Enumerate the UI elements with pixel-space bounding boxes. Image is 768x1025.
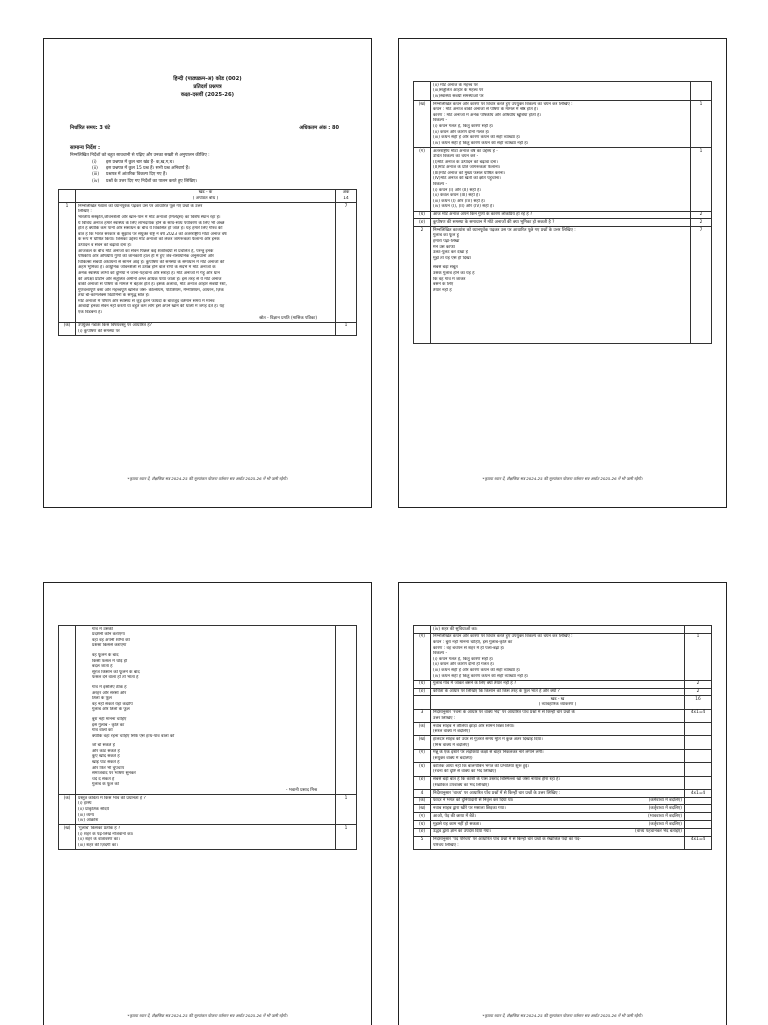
general-instructions-list xyxy=(92,160,357,185)
poem-line: तैयार नहीं है xyxy=(433,287,452,293)
poem-line: इस गुलाब - कृति का xyxy=(92,722,125,728)
subquestion-text xyxy=(431,147,691,211)
item-instruction: (वाच्य पहचानकर भेद बताइए) xyxy=(635,829,682,835)
item-label: (ग) xyxy=(414,749,431,762)
item-body xyxy=(431,797,685,805)
subquestion-line: (iv) कथन सही है किंतु कारण कथन की सही व्याख्या नहीं है। xyxy=(433,673,529,679)
question-row xyxy=(414,82,712,101)
subquestion-marks: 2 xyxy=(691,211,712,219)
item-row xyxy=(414,763,712,776)
subquestion-line: (III)मोटे अनाज को मुख्य फसल घोषित करना। xyxy=(433,170,506,176)
question-3-text xyxy=(431,709,685,722)
subquestion-line: कथन : मोटे अनाज बाकी अनाजों से पोषण के मामले में श्रेष्ठ होते हैं। xyxy=(433,107,538,113)
item-marks xyxy=(685,736,712,749)
item-instruction: (कर्तृवाच्य में बदलिए) xyxy=(648,806,682,812)
question-2-text: निम्नलिखित काव्यांश को ध्यानपूर्वक पढ़कर उस पर आधारित पूछे गए प्रश्नों के उत्तर लिखिए : xyxy=(433,227,576,233)
question-4-text: निर्देशानुसार 'वाच्य' पर आधारित पाँच प्रश्नों में से किन्हीं चार प्रश्नों के उत्तर लिखिए : xyxy=(431,789,685,797)
item-marks xyxy=(685,828,712,836)
poem-line: बसने के लिए xyxy=(433,282,454,288)
poem-line: कि वह गाँव में जाकर xyxy=(433,276,466,282)
poem-line: प्रशंसा किससे कराएगा xyxy=(92,643,127,649)
subquestion-text: प्रस्तुत कविता में किस भाव की प्रधानता है ? xyxy=(78,795,146,801)
paper-subtitle: प्रतिदर्श प्रश्नपत्र xyxy=(193,84,222,90)
poem-line: मैंने उसे काफी xyxy=(433,244,455,250)
subquestion-line: उचित विकल्प का चयन करें - xyxy=(433,154,479,160)
max-marks: अधिकतम अंक : 80 xyxy=(299,125,339,131)
instruction-number: (iii) xyxy=(92,172,100,178)
poem-line: चंदे दे सकते हैं xyxy=(92,776,115,782)
question-3-items xyxy=(414,723,712,790)
item-body xyxy=(431,805,685,813)
poem-line: हमारा पढ़ा-लिखा xyxy=(433,238,460,244)
subquestion-label: (क) xyxy=(59,795,76,825)
instruction-text: इस प्रश्नपत्र में कुल चार खंड हैं- क,ख,ग,घ। xyxy=(106,160,174,165)
subquestion-line: विकल्प - xyxy=(433,182,448,188)
item-marks xyxy=(685,821,712,829)
subquestion-line: विकल्प - xyxy=(433,651,448,657)
subquestion-label: (ख) xyxy=(414,100,431,147)
item-text: मन्नू के एक इशारे पर लड़कियाँ कक्षा से बाहर निकलकर नारे लगाने लगीं। xyxy=(433,750,544,756)
item-instruction: (सरल वाक्य में बदलिए) xyxy=(433,729,471,735)
item-instruction: (भाववाच्य में बदलिए) xyxy=(647,813,682,819)
section-header-row xyxy=(414,696,712,709)
subquestion-line: (i) कथन गलत है, किंतु कारण सही है। xyxy=(433,656,494,662)
subquestion-text xyxy=(76,825,336,850)
passage-line: होते हैं क्योंकि कम पानी और संसाधन के बीच ये विकसित हो जाते हैं। यह हमारे लिए गौरव की xyxy=(78,226,223,232)
question-row xyxy=(414,147,712,211)
footnote: *कृपया ध्यान दें, शैक्षणिक सत्र 2024-25 की मूल्यांकन योजना वर्तमान सत्र अर्थात 2025-26 में भी जारी रहेगी। xyxy=(127,476,288,481)
subquestion-marks: 2 xyxy=(685,688,712,696)
item-marks xyxy=(685,776,712,789)
marks-header: अंक xyxy=(342,190,350,196)
poem-stanza xyxy=(433,233,688,261)
question-table-p4 xyxy=(413,625,712,850)
subquestion-line: कारण : वह बचपन से शहर में ही पला-बढ़ा है। xyxy=(433,645,505,651)
item-row xyxy=(414,776,712,789)
poem-line: वहाँ वह अपनी शोभा की xyxy=(92,637,130,643)
item-marks xyxy=(685,723,712,736)
options-continued xyxy=(431,82,691,101)
subquestion-text xyxy=(76,795,336,825)
option-line: (ii) मोटे अनाज के महत्त्व पर xyxy=(433,82,478,88)
section-title: खंड - ख xyxy=(550,696,565,702)
item-label: (ख) xyxy=(414,805,431,813)
passage-source: स्रोत - विज्ञान प्रगति (मासिक पत्रिका) xyxy=(259,315,317,321)
item-marks xyxy=(685,749,712,762)
passage-line: के रूप में घोषित किया। जिसका उद्देश्य मोटे अनाजों को लेकर जागरूकता फैलाना और इनके xyxy=(78,237,220,243)
poem-line: बदल जाता है xyxy=(92,664,113,670)
item-row xyxy=(414,813,712,821)
page-1 xyxy=(43,38,372,508)
poem-line: बुरा नहीं मानना चाहिए xyxy=(92,716,127,722)
question-row xyxy=(414,633,712,680)
question-table-p3 xyxy=(58,625,357,850)
subquestion-line: विकल्प - xyxy=(433,118,448,124)
subquestion-line: (IV)मोटे अनाज की खेती को क्षति पहुँचाना। xyxy=(433,176,501,182)
page-2 xyxy=(398,38,727,508)
subquestion-line: (iii) कथन सही है और कारण कथन की सही व्याख्या है। xyxy=(433,667,521,673)
subquestion-text: 'गुलाब' किसका प्रतीक है ? xyxy=(78,825,121,831)
subquestion-line: (i) कथन (I) और (II) सही हैं। xyxy=(433,187,482,193)
passage-line: आबादी इनका सेवन नहीं करती या बहुत कम लोग इसे अपने खाने की थाली में जगह देते हैं। यह xyxy=(78,304,225,310)
subquestion-line: कथन : बुरा नहीं मानना चाहिए, इस गुलाब-कृति का xyxy=(433,639,513,645)
poem-line: समाजवाद पर भाषण सुनकर xyxy=(92,771,136,777)
question-line: परिचय लिखिए : xyxy=(433,842,459,848)
instruction-text: इस प्रश्नपत्र में कुल 15 प्रश्न हैं। सभी प्रश्न अनिवार्य हैं। xyxy=(106,166,190,172)
item-marks xyxy=(685,805,712,813)
item-body xyxy=(431,776,685,789)
passage-line: उत्पादन व सेवन को बढ़ावा देना है। xyxy=(78,242,132,248)
option-continued: (iv) शहर की सुविधाओं का। xyxy=(431,626,685,634)
passage-line: निम्नलिखित गद्यांश को ध्यानपूर्वक पढ़कर उस पर आधारित पूछे गए प्रश्नों के उत्तर xyxy=(78,203,203,209)
passage-line: लिखिए : xyxy=(78,209,92,215)
question-4-items xyxy=(414,797,712,836)
subquestion-marks: 1 xyxy=(691,147,712,211)
subquestion-marks: 1 xyxy=(336,322,357,335)
section-subtitle: ( व्यावहारिक व्याकरण ) xyxy=(538,702,577,708)
item-marks xyxy=(685,763,712,776)
question-row xyxy=(59,203,357,323)
item-label: (घ) xyxy=(414,821,431,829)
item-label: (ङ) xyxy=(414,776,431,789)
question-1-passage xyxy=(76,203,336,323)
passage-line: चिकित्सा संबंधी अध्ययनों से सामने आई है। कुपोषण की समस्या के समाधान में मोटे अनाजों की xyxy=(78,259,225,265)
subquestion-label: (ख) xyxy=(59,825,76,850)
option-line: (iii)संतुलित आहार के महत्त्व पर xyxy=(433,88,484,94)
subquestion-line: (ii) कथन और कारण दोनों ही गलत हैं। xyxy=(433,662,495,668)
option-line: (iv)स्वास्थ्य संबंधी समस्याओं पर xyxy=(433,93,484,99)
subquestion-line: निम्नलिखित कथन और कारण पर विचार करते हुए उपयुक्त विकल्प का चयन कर लिखिए : xyxy=(433,634,573,640)
subquestion-label: (ग) xyxy=(414,147,431,211)
passage-line: अहम भूमिका है। आधुनिक जीवनशैली से उत्पन्न होने वाले रोगों के संदर्भ में मोटे अनाजों के xyxy=(78,265,216,271)
general-instructions-intro: निम्नलिखित निर्देशों को बहुत सावधानी से पढ़िए और उनका सख्ती से अनुपालन कीजिए : xyxy=(70,153,210,158)
item-text: सबसे बड़ी बात है कि काशी के पास उस्ताद बिस्मिल्ला खाँ जैसा नायाब हीरा रहा है। xyxy=(433,777,561,783)
passage-line: अनेक स्वास्थ्य लाभों को दुनिया ने जाना-पहचाना और सराहा है। मोटे अनाजों में गेहूँ और धान xyxy=(78,270,220,276)
question-number: 1 xyxy=(59,203,76,323)
paper-title: हिन्दी (पाठ्यक्रम-अ) कोड (002) xyxy=(173,76,242,82)
item-text: आओ, पेड़ की छाया में बैठें। xyxy=(433,813,477,819)
paper-meta xyxy=(58,125,357,131)
page-4 xyxy=(398,582,727,1025)
question-number: 5 xyxy=(414,836,431,849)
question-marks: 4x1=4 xyxy=(685,836,712,849)
item-text: नवाब साहब द्वारा खीरे पर मसाला छिड़का गया। xyxy=(433,806,506,812)
poem-line: गुलाब के फूल को xyxy=(92,782,119,788)
passage-line: की अपेक्षा प्रोटीन और संतुलित अमीनो अम्ल अधिक पाया जाता है। इस तरह से ये मोटे अनाज xyxy=(78,276,222,282)
item-text: नवाब साहब ने तौलिया झाड़ा और सामने बिछा लिया। xyxy=(433,723,515,729)
poem-line: मुझे तो यह ऐसे ही दिखा xyxy=(433,255,471,261)
item-body xyxy=(431,723,685,736)
subquestion-marks: 1 xyxy=(336,825,357,850)
item-body xyxy=(431,736,685,749)
question-row xyxy=(414,227,712,344)
passage-line: तथा बी-कॉम्प्लेक्स विटामिनों के समृद्ध स्रोत हैं। xyxy=(78,293,150,299)
subquestion-line: (I)मोटे अनाज के उत्पादन को बढ़ावा देना। xyxy=(433,159,498,165)
item-label: (ख) xyxy=(414,736,431,749)
question-row xyxy=(59,322,357,335)
time-allowed: निर्धारित समय: 3 घंटे xyxy=(70,125,111,131)
item-instruction: (कर्मवाच्य में बदलिए) xyxy=(648,798,682,804)
poem-line: जो बो सकते हैं xyxy=(92,743,115,749)
page-3 xyxy=(43,582,372,1025)
item-text: मुझसे यह काम नहीं हो सकता। xyxy=(433,821,481,827)
passage-line: ये विविध अनाज हमारे स्वास्थ्य के लिए लाभदायक होने के साथ-साथ पर्यावरण के लिए भी अच्छे xyxy=(78,220,225,226)
poem-line: गाँव वालों को xyxy=(92,728,113,734)
question-row xyxy=(414,709,712,722)
passage-line: बात है कि भारत सरकार के सुझाव पर संयुक्त राष्ट्र ने वर्ष 2023 को अंतरराष्ट्रीय मोटा अनाज वर्ष xyxy=(78,231,227,237)
question-row xyxy=(414,836,712,849)
question-row xyxy=(59,795,357,825)
subquestion-line: (ii) कथन और कारण दोनों गलत हैं। xyxy=(433,129,490,135)
poem-line: किसी फसल में थोड़े ही xyxy=(92,658,128,664)
subquestion-marks: 1 xyxy=(691,100,712,147)
poem-line: तिलों के फूल xyxy=(92,696,112,702)
question-row xyxy=(414,680,712,688)
passage-line: मोटे अनाजों में पोषण और स्वास्थ्य से जुड़े इतने फायदों के बावजूद वर्तमान समय में मानव xyxy=(78,298,215,304)
subquestion-text: कविता के आधार पर लिखिए कि किसान को किस तरह के फूल भाते हैं और क्यों ? xyxy=(431,688,685,696)
option-line: (i) हास्य xyxy=(78,801,92,807)
general-instructions-title: सामान्य निर्देश : xyxy=(70,145,101,151)
poem-line: क्योंकि वहाँ रहना चाहिए सिर्फ ऐसे हाथ-पाँव वालों को xyxy=(92,733,175,739)
item-text: कार्तिक आया नहीं कि बालगोबिन भगत की प्रभातियाँ शुरू हुईं। xyxy=(433,763,530,769)
option-line: (ii) शहर के वातावरण का। xyxy=(78,837,120,843)
instruction-number: (iv) xyxy=(92,178,100,184)
item-marks xyxy=(685,797,712,805)
question-row xyxy=(414,688,712,696)
subquestion-text: गुलाब गाँव में जाकर बसने के लिए क्यों तैयार नहीं है ? xyxy=(431,680,685,688)
poem-line: सूरज किसान को फूलने के बाद xyxy=(92,669,140,675)
item-body xyxy=(431,813,685,821)
item-label: (ङ) xyxy=(414,828,431,836)
question-number: 2 xyxy=(414,227,431,344)
question-row xyxy=(414,626,712,634)
question-marks: 7 xyxy=(336,203,357,323)
paper-class: कक्षा-दसवीं (2025-26) xyxy=(180,92,235,98)
footnote: *कृपया ध्यान दें, शैक्षणिक सत्र 2024-25 की मूल्यांकन योजना वर्तमान सत्र अर्थात 2025-26 में भी जारी रहेगी। xyxy=(127,1013,288,1018)
item-label: (क) xyxy=(414,723,431,736)
poem-continued xyxy=(78,627,333,788)
poem-line: खाई पाट सकते हैं xyxy=(92,760,120,766)
instruction-text: प्रश्नों के उत्तर दिए गए निर्देशों का पालन करते हुए लिखिए। xyxy=(106,178,198,184)
poem-line: प्रदर्शनी कौन कराएगा xyxy=(92,632,125,638)
item-instruction: (रचना की दृष्टि से वाक्य का भेद लिखिए) xyxy=(433,769,497,775)
subquestion-label: (ङ) xyxy=(414,688,431,696)
subquestion-label: (ग) xyxy=(414,633,431,680)
question-marks: 4x1=4 xyxy=(685,789,712,797)
subquestion-line: (iv) कथन (I), (II) और (IV) सही हैं। xyxy=(433,204,494,210)
passage-line: आजकल के बीच मोटे अनाजों का सेवन पिछले कई शताब्दियों से प्रचलित है, परन्तु इनके xyxy=(78,248,214,254)
question-row xyxy=(414,219,712,227)
item-instruction: (संयुक्त वाक्य में बदलिए) xyxy=(433,755,473,761)
option-line: (iii) शहर की ज़िंदगी का। xyxy=(78,842,118,848)
passage-line: एक विडंबना है। xyxy=(78,310,103,316)
section-header-row xyxy=(59,189,357,202)
poem-stanza xyxy=(92,627,333,649)
item-text: उद्धव द्वारा ज्ञान का उपदेश दिया गया। xyxy=(433,829,492,835)
poem-line: और फिर भी चुपचाप xyxy=(92,765,125,771)
subquestion-marks: 1 xyxy=(685,633,712,680)
subquestion-label: (क) xyxy=(59,322,76,335)
subquestion-label: (घ) xyxy=(414,680,431,688)
section-marks: 14 xyxy=(343,196,349,201)
item-body xyxy=(431,821,685,829)
instruction-number: (ii) xyxy=(92,166,98,172)
item-row xyxy=(414,828,712,836)
item-row xyxy=(414,805,712,813)
poem-line: उसके गुलाब होने का यह है xyxy=(433,270,475,276)
section-subtitle: ( अपठित बोध ) xyxy=(192,196,219,201)
question-number: 4 xyxy=(414,789,431,797)
subquestion-line: (iv) कथन सही है किंतु कारण कथन की सही व्याख्या नहीं है। xyxy=(433,140,529,146)
question-row xyxy=(414,789,712,797)
subquestion-option: (i) कुपोषण की समस्या पर xyxy=(78,329,120,335)
item-instruction: (कर्तृवाच्य में बदलिए) xyxy=(648,821,682,827)
question-row xyxy=(59,626,357,795)
instruction-item xyxy=(92,179,357,185)
subquestion-line: (iii) कथन सही है और कारण कथन की सही व्याख्या है। xyxy=(433,135,521,141)
item-body xyxy=(431,749,685,762)
question-table-p1 xyxy=(58,189,357,336)
passage-line: गुणवत्तापूर्ण वसा और महत्त्वपूर्ण खनिज जैसे- कैल्शियम, पोटैशियम, मैग्नीशियम, आयरन, ज़िंक xyxy=(78,287,224,293)
subquestion-line: (iii) कथन (I) और (IV) सही हैं। xyxy=(433,198,486,204)
poem-line: गुलाब और तिलों के फूल xyxy=(92,707,130,713)
question-number: 3 xyxy=(414,709,431,722)
poem-stanza xyxy=(433,265,688,293)
footnote: *कृपया ध्यान दें, शैक्षणिक सत्र 2024-25 की मूल्यांकन योजना वर्तमान सत्र अर्थात 2025-26 में भी जारी रहेगी। xyxy=(482,476,643,481)
item-label: (घ) xyxy=(414,763,431,776)
poem-line: और काट सकते हैं xyxy=(92,748,120,754)
poem-stanza xyxy=(92,717,333,739)
question-row xyxy=(414,100,712,147)
subquestion-label: (घ) xyxy=(414,211,431,219)
item-row xyxy=(414,821,712,829)
question-marks: 4x1=4 xyxy=(685,709,712,722)
question-row xyxy=(59,825,357,850)
question-line: उत्तर लिखिए : xyxy=(433,715,456,721)
option-line: (ii) प्राकृतिक सौंदर्य xyxy=(78,807,109,812)
subquestion-line: (i) कथन गलत है, किंतु कारण सही है। xyxy=(433,123,494,129)
question-row xyxy=(414,211,712,219)
section-marks: 16 xyxy=(685,696,712,709)
subquestion-marks: 2 xyxy=(685,680,712,688)
paper-header xyxy=(58,75,357,99)
subquestion-text: उपर्युक्त गद्यांश किस विषयवस्तु पर आधारित है? xyxy=(78,323,152,329)
subquestion-assertion-reason xyxy=(431,633,685,680)
item-body xyxy=(431,763,685,776)
item-label: (क) xyxy=(414,797,431,805)
poem-stanza xyxy=(92,653,333,681)
item-instruction: (मिश्र वाक्य में बदलिए) xyxy=(433,742,470,748)
instruction-text: प्रश्नपत्र में आंतरिक विकल्प दिए गए हैं। xyxy=(106,172,167,178)
poem-line: गाँव में उसकी xyxy=(92,626,113,632)
item-label: (ग) xyxy=(414,813,431,821)
poem-stanza xyxy=(92,743,333,788)
item-row xyxy=(414,736,712,749)
passage-line: भारतीय संस्कृति,जीवनशैली और खान-पान में मोटे अनाजों (मिलेट्स) का विशेष स्थान रहा है। xyxy=(78,214,221,220)
poem-line: अरहर और सरसों और xyxy=(92,690,127,696)
poem-line: फसल देने वाला ही तो भाता है xyxy=(92,675,139,681)
question-marks: 7 xyxy=(691,227,712,344)
poem-line: उलट-पुलट कर देखा है xyxy=(433,250,468,256)
item-row xyxy=(414,723,712,736)
poem-line: कुएँ खोद सकते हैं xyxy=(92,754,120,760)
poem-line: गाँव में इसलिए ठीक है xyxy=(92,684,127,690)
subquestion-line: कारण : मोटे अनाजों में अनेक पोषकीय और औषधीय खूबियाँ होती हैं। xyxy=(433,112,541,118)
item-marks xyxy=(685,813,712,821)
passage-line: बाकी अनाजों से पोषण के मामले में बेहतर होते हैं। इसके अलावा, मोटे अनाज आहार संबंधी रेशों, xyxy=(78,282,227,288)
question-line: निर्देशानुसार 'रचना के आधार पर वाक्य भेद' पर आधारित पाँच प्रश्नों में से किन्हीं चार प्रश्नों के xyxy=(433,710,575,716)
poem-line: वह फूलने के बाद xyxy=(92,652,119,658)
item-text: हालदार साहब को उधर से गुज़रते समय मूर्ति में कुछ अंतर दिखाई दिया। xyxy=(433,737,543,742)
instruction-number: (i) xyxy=(92,160,97,165)
subquestion-text: आज मोटे अनाज अपने किन गुणों के कारण लोकप्रिय हो रहे हैं ? xyxy=(431,211,691,219)
question-5-text xyxy=(431,836,685,849)
subquestion-line: (II)मोटे अनाज के प्रति जागरूकता फैलाना। xyxy=(433,165,501,171)
subquestion-text: कुपोषण की समस्या के समाधान में मोटे अनाजों की क्या भूमिका हो सकती है ? xyxy=(431,219,691,227)
subquestion-line: अंतरराष्ट्रीय मोटा अनाज वर्ष का उद्देश्य है - xyxy=(433,148,498,154)
subquestion-label: (ङ) xyxy=(414,219,431,227)
subquestion-line: निम्नलिखित कथन और कारण पर विचार करते हुए उपयुक्त विकल्प का चयन कर लिखिए : xyxy=(433,101,573,107)
question-table-p2 xyxy=(413,81,712,344)
item-row xyxy=(414,797,712,805)
poem-line: वह नहीं सकते यहाँ कदापि xyxy=(92,701,133,707)
item-body xyxy=(431,828,685,836)
poem-line: गुलाब का फूल हूँ xyxy=(433,233,459,239)
item-text: फादर ने भगत को दुनियादारी से निवृत्त कर दिया था। xyxy=(433,798,514,804)
option-line: (iv) आक्रोश xyxy=(78,818,99,824)
item-instruction: (रेखांकित उपवाक्य का भेद लिखिए) xyxy=(433,782,489,788)
subquestion-assertion-reason xyxy=(431,100,691,147)
section-title: खंड - क xyxy=(198,190,213,196)
footnote: *कृपया ध्यान दें, शैक्षणिक सत्र 2024-25 की मूल्यांकन योजना वर्तमान सत्र अर्थात 2025-26 में भी जारी रहेगी। xyxy=(482,1013,643,1018)
poet-credit: - भवानी प्रसाद मिश्र xyxy=(285,788,317,794)
option-line: (i) शहर के पढ़े-लिखे नौजवानों का। xyxy=(78,831,134,837)
poem-stanza xyxy=(92,685,333,713)
subquestion-marks: 2 xyxy=(691,219,712,227)
subquestion-line: (ii) केवल कथन (III) सही है। xyxy=(433,193,480,199)
item-row xyxy=(414,749,712,762)
option-line: (iii) व्यंग्य xyxy=(78,812,94,818)
question-line: निर्देशानुसार 'पद परिचय' पर आधारित पाँच प्रश्नों में से किन्हीं चार प्रश्नों के रेखांकित पदों का पद- xyxy=(433,837,581,843)
passage-line: पोषकीय और औषधीय गुणों की जानकारी हाल ही में हुए जैव-रासायनिक अनुसंधानों और xyxy=(78,254,214,260)
subquestion-marks: 1 xyxy=(336,795,357,825)
poem-line: सबसे बड़ा सबूत xyxy=(433,265,458,271)
